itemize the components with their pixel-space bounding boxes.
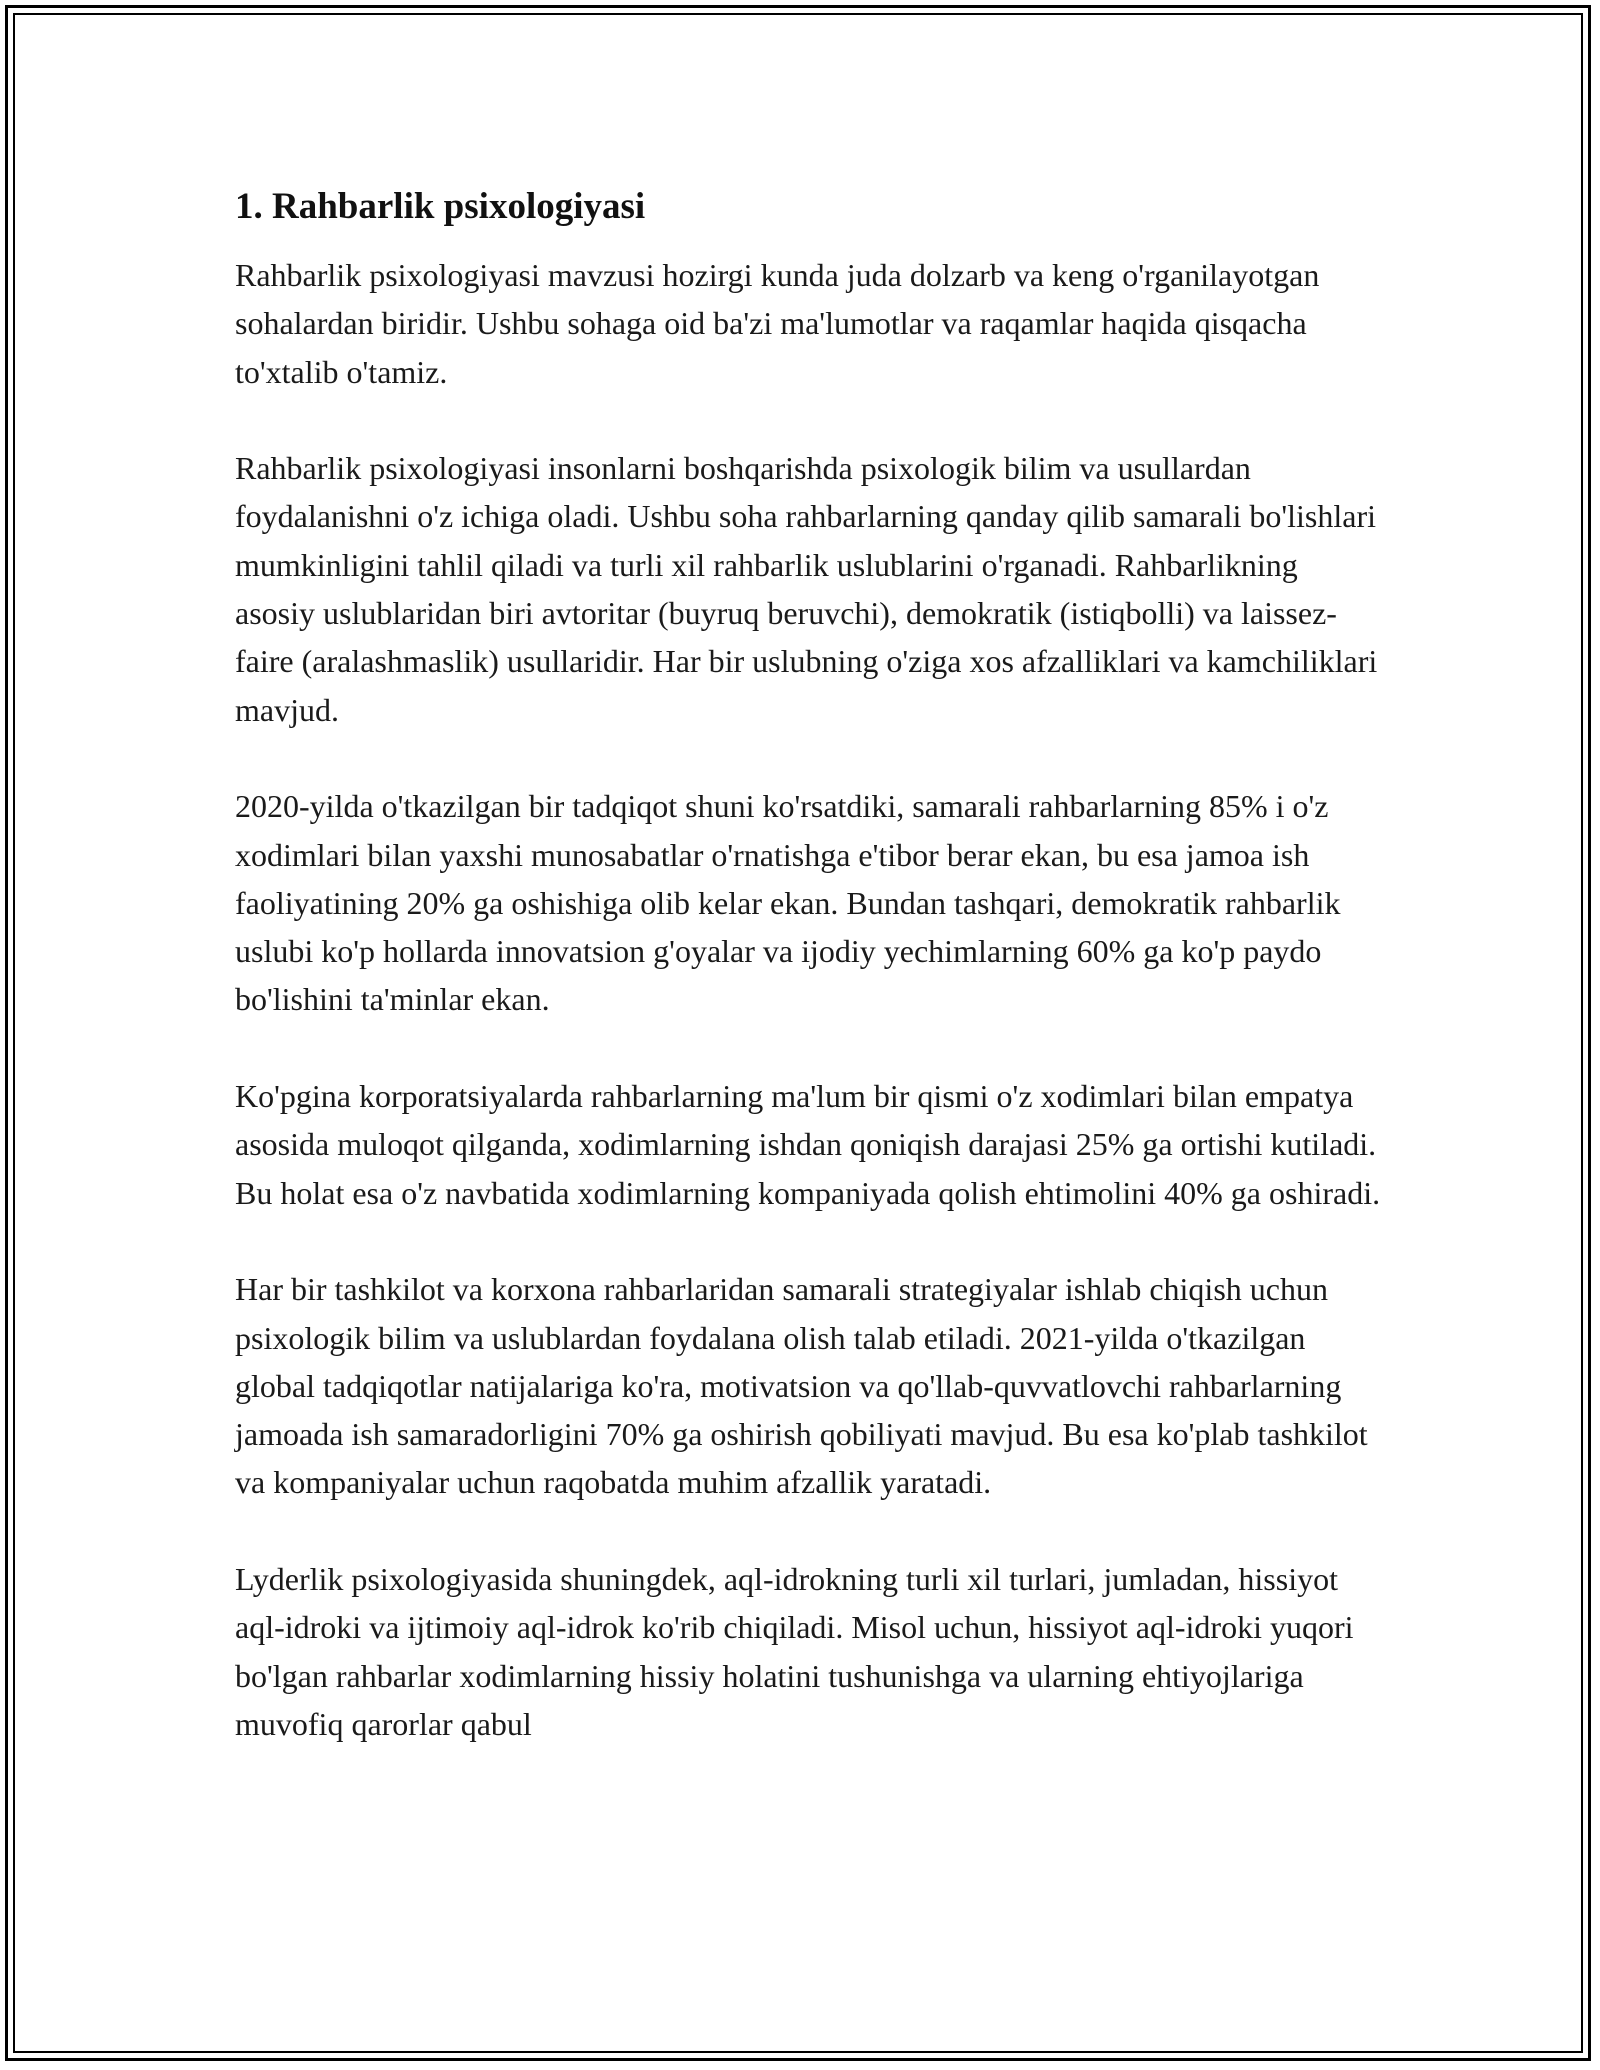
paragraph-3: 2020-yilda o'tkazilgan bir tadqiqot shuni ko'rsatdiki, samarali rahbarlarning 85% i o'z xodimlari bilan yaxshi munosabatlar o'rnatishga e'tibor berar ekan, bu esa jamoa ish faoliyatining 20% ga oshishiga olib kelar ekan. Bundan tashqari, demokratik rahbarlik uslubi ko'p hollarda innovatsion g'oyalar va ijodiy yechimlarning 60% ga ko'p paydo bo'lishini ta'minlar ekan. bbox=[235, 788, 1341, 1018]
document-body bbox=[235, 185, 1385, 1797]
paragraph-6: Lyderlik psixologiyasida shuningdek, aql-idrokning turli xil turlari, jumladan, hissiyot aql-idroki va ijtimoiy aql-idrok ko'rib chiqiladi. Misol uchun, hissiyot aql-idroki yuqori bo'lgan rahbarlar xodimlarning hissiy holatini tushunishga va ularning ehtiyojlariga muvofiq qarorlar qabul bbox=[235, 1561, 1354, 1742]
paragraph-4: Ko'pgina korporatsiyalarda rahbarlarning ma'lum bir qismi o'z xodimlari bilan empatya asosida muloqot qilganda, xodimlarning ishdan qoniqish darajasi 25% ga ortishi kutiladi. Bu holat esa o'z navbatida xodimlarning kompaniyada qolish ehtimolini 40% ga oshiradi. bbox=[235, 1078, 1381, 1211]
paragraph-1: Rahbarlik psixologiyasi mavzusi hozirgi kunda juda dolzarb va keng o'rganilayotgan sohalardan biridir. Ushbu sohaga oid ba'zi ma'lumotlar va raqamlar haqida qisqacha to'xtalib o'tamiz. bbox=[235, 257, 1320, 390]
paragraph-2: Rahbarlik psixologiyasi insonlarni boshqarishda psixologik bilim va usullardan foydalanishni o'z ichiga oladi. Ushbu soha rahbarlarning qanday qilib samarali bo'lishlari mumkinligini tahlil qiladi va turli xil rahbarlik uslublarini o'rganadi. Rahbarlikning asosiy uslublaridan biri avtoritar (buyruq beruvchi), demokratik (istiqbolli) va laissez-faire (aralashmaslik) usullaridir. Har bir uslubning o'ziga xos afzalliklari va kamchiliklari mavjud. bbox=[235, 450, 1378, 728]
paragraph-5: Har bir tashkilot va korxona rahbarlaridan samarali strategiyalar ishlab chiqish uchun psixologik bilim va uslublardan foydalana olish talab etiladi. 2021-yilda o'tkazilgan global tadqiqotlar natijalariga ko'ra, motivatsion va qo'llab-quvvatlovchi rahbarlarning jamoada ish samaradorligini 70% ga oshirish qobiliyati mavjud. Bu esa ko'plab tashkilot va kompaniyalar uchun raqobatda muhim afzallik yaratadi. bbox=[235, 1271, 1368, 1501]
section-title: 1. Rahbarlik psixologiyasi bbox=[235, 186, 646, 227]
